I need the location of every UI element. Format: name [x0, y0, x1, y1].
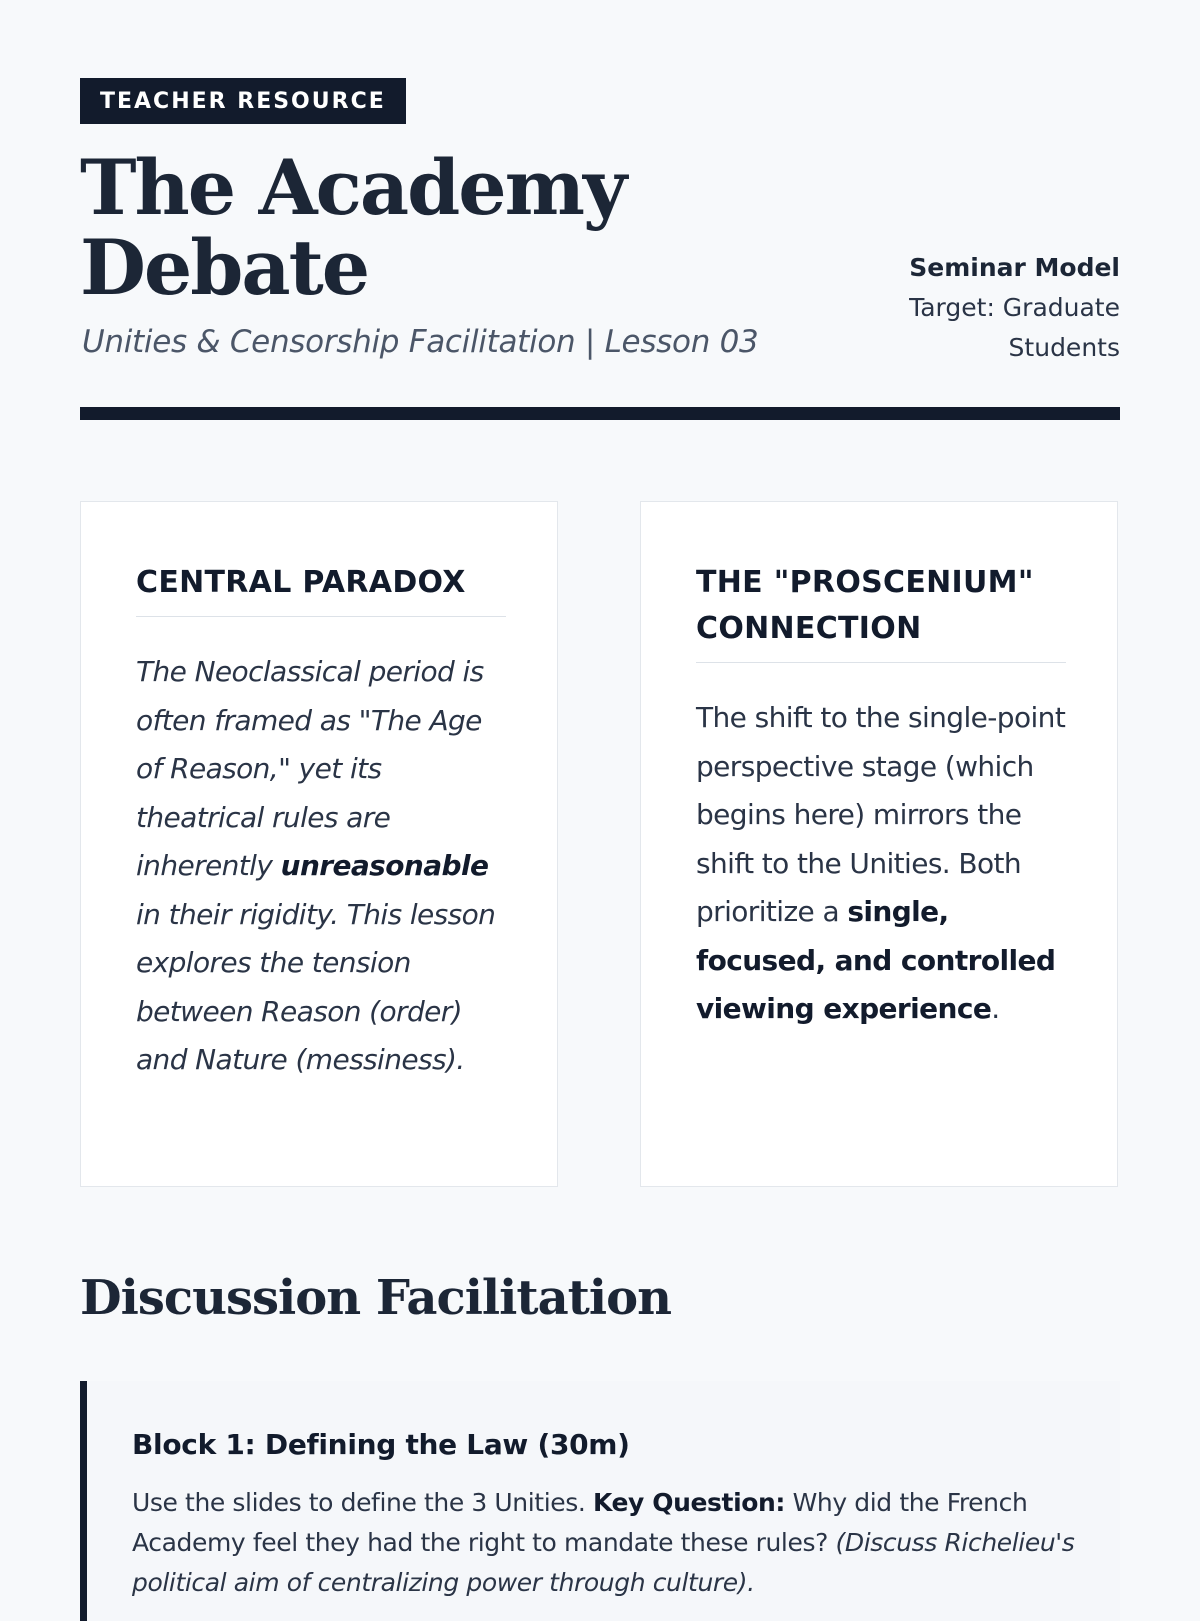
paradox-emphasis: unreasonable: [280, 849, 489, 882]
header-divider: [80, 407, 1120, 420]
paradox-text-start: The Neoclassical period is often framed as "The Age of Reason," yet its theatrical rules are inherently: [136, 655, 484, 882]
block-1-text: [132, 1483, 1092, 1603]
proscenium-heading-line-2: CONNECTION: [696, 611, 922, 646]
block-1-question: Why did the French Academy feel they had the right to mandate these rules?: [132, 1488, 1028, 1557]
paradox-text-end: in their rigidity. This lesson explores the tension between Reason (order) and Nature (messiness).: [136, 897, 496, 1076]
proscenium-emphasis: single, focused, and controlled viewing experience: [696, 895, 1056, 1025]
proscenium-connection-text: [696, 694, 1071, 1034]
proscenium-connection-heading: [696, 560, 1066, 663]
target-audience-line-1: Target: Graduate: [909, 293, 1120, 322]
target-audience-line-2: Students: [1008, 333, 1120, 362]
key-question-label: Key Question:: [592, 1488, 786, 1517]
proscenium-text-end: .: [991, 992, 1000, 1025]
discussion-section-title: Discussion Facilitation: [80, 1270, 671, 1326]
proscenium-text-start: The shift to the single-point perspective stage (which begins here) mirrors the shift to the Unities. Both prioritize a: [696, 701, 1066, 928]
central-paradox-card: [80, 501, 558, 1187]
proscenium-connection-card: [640, 501, 1118, 1187]
page-title-line-1: The Academy: [80, 143, 626, 232]
lesson-meta: [860, 248, 1120, 368]
page-title-line-2: Debate: [80, 223, 369, 312]
page-title: [80, 143, 780, 312]
central-paradox-heading: CENTRAL PARADOX: [136, 560, 506, 617]
central-paradox-text: [136, 648, 511, 1085]
block-1-text-start: Use the slides to define the 3 Unities.: [132, 1488, 593, 1517]
page-subtitle: Unities & Censorship Facilitation | Lesson 03: [82, 324, 759, 360]
block-1-heading: Block 1: Defining the Law (30m): [132, 1428, 630, 1461]
teacher-resource-badge: TEACHER RESOURCE: [80, 78, 406, 124]
discussion-block-1: [80, 1381, 1120, 1621]
block-1-note: (Discuss Richelieu's political aim of centralizing power through culture).: [132, 1528, 1075, 1597]
proscenium-heading-line-1: THE "PROSCENIUM": [696, 565, 1034, 600]
seminar-model-label: Seminar Model: [909, 253, 1120, 282]
